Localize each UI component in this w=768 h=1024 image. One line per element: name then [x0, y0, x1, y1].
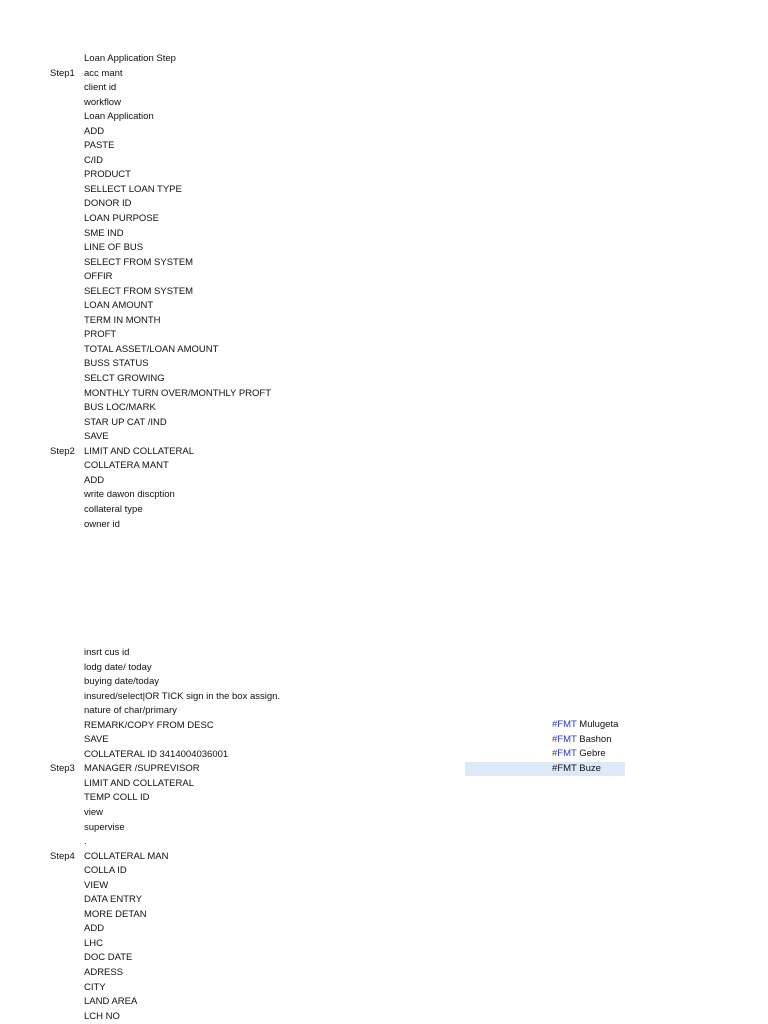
sheet-row[interactable]	[0, 81, 768, 96]
sheet-row[interactable]	[0, 981, 768, 996]
sheet-row[interactable]	[0, 675, 768, 690]
sheet-row[interactable]	[0, 314, 768, 329]
sheet-row[interactable]	[0, 416, 768, 431]
sheet-row[interactable]	[0, 951, 768, 966]
row-text: write dawon discption	[84, 489, 175, 501]
row-text: PASTE	[84, 140, 115, 152]
sheet-row[interactable]	[0, 806, 768, 821]
row-text: buying date/today	[84, 676, 160, 688]
row-text: COLLATERAL MAN	[84, 850, 169, 862]
sheet-row[interactable]	[0, 719, 768, 734]
step-label: Step4	[50, 850, 75, 862]
officer-list	[465, 718, 625, 776]
row-text: SELCT GROWING	[84, 373, 165, 385]
row-text: lodg date/ today	[84, 661, 152, 673]
row-text: acc mant	[84, 67, 123, 79]
sheet-row[interactable]	[0, 256, 768, 271]
sheet-row[interactable]	[0, 328, 768, 343]
row-text: MONTHLY TURN OVER/MONTHLY PROFT	[84, 387, 272, 399]
sheet-row[interactable]	[0, 518, 768, 533]
row-text: ADD	[84, 923, 105, 935]
officer-name: Gebre	[579, 748, 606, 760]
row-text: STAR UP CAT /IND	[84, 416, 167, 428]
step-label: Step1	[50, 67, 75, 79]
sheet-row[interactable]	[0, 661, 768, 676]
sheet-row[interactable]	[0, 864, 768, 879]
officer-cell[interactable]	[465, 718, 625, 733]
row-text: ADD	[84, 474, 105, 486]
sheet-row[interactable]	[0, 183, 768, 198]
sheet-row[interactable]	[0, 139, 768, 154]
loan-steps-list	[0, 52, 768, 532]
row-text: owner id	[84, 518, 120, 530]
sheet-row[interactable]	[0, 777, 768, 792]
hashtag: #FMT	[552, 733, 577, 745]
row-text: COLLA ID	[84, 865, 127, 877]
row-text: LIMIT AND COLLATERAL	[84, 777, 194, 789]
sheet-row[interactable]	[0, 646, 768, 661]
row-text: insured/select|OR TICK sign in the box assign.	[84, 690, 281, 702]
sheet-row[interactable]	[0, 821, 768, 836]
row-text: SELECT FROM SYSTEM	[84, 285, 194, 297]
officer-name: Buze	[579, 762, 601, 774]
sheet-row[interactable]	[0, 299, 768, 314]
sheet-row[interactable]	[0, 212, 768, 227]
officer-cell[interactable]	[465, 747, 625, 762]
sheet-row[interactable]	[0, 879, 768, 894]
sheet-row[interactable]	[0, 197, 768, 212]
sheet-row[interactable]	[0, 357, 768, 372]
sheet-row[interactable]	[0, 372, 768, 387]
row-text: ADRESS	[84, 967, 124, 979]
row-text: TOTAL ASSET/LOAN AMOUNT	[84, 343, 219, 355]
row-text: SME IND	[84, 227, 124, 239]
row-text: ADD	[84, 125, 105, 137]
sheet-row[interactable]	[0, 445, 768, 460]
sheet-row[interactable]	[0, 908, 768, 923]
sheet-row[interactable]	[0, 241, 768, 256]
row-text: SAVE	[84, 734, 109, 746]
sheet-row[interactable]	[0, 343, 768, 358]
step-label: Step3	[50, 763, 75, 775]
row-text: PRODUCT	[84, 169, 131, 181]
row-text: BUSS STATUS	[84, 358, 149, 370]
sheet-row[interactable]	[0, 474, 768, 489]
collateral-steps-list	[0, 646, 768, 1024]
officer-entry	[552, 718, 618, 733]
row-text: DOC DATE	[84, 952, 133, 964]
row-text: insrt cus id	[84, 647, 130, 658]
row-text: REMARK/COPY FROM DESC	[84, 719, 214, 731]
row-text: DATA ENTRY	[84, 894, 143, 906]
sheet-row[interactable]	[0, 154, 768, 169]
sheet-row[interactable]	[0, 285, 768, 300]
row-text: PROFT	[84, 329, 117, 341]
row-text: COLLATERAL ID 3414004036001	[84, 748, 229, 760]
sheet-row[interactable]	[0, 966, 768, 981]
sheet-row[interactable]	[0, 401, 768, 416]
sheet-row[interactable]	[0, 125, 768, 140]
sheet-row[interactable]	[0, 96, 768, 111]
sheet-row[interactable]	[0, 503, 768, 518]
sheet-row[interactable]	[0, 270, 768, 285]
sheet-row[interactable]	[0, 690, 768, 705]
sheet-row[interactable]	[0, 748, 768, 763]
row-text: collateral type	[84, 503, 143, 515]
sheet-row[interactable]	[0, 168, 768, 183]
sheet-row[interactable]	[0, 937, 768, 952]
sheet-row[interactable]	[0, 704, 768, 719]
sheet-row[interactable]	[0, 52, 768, 67]
hashtag: #FMT	[552, 748, 577, 760]
sheet-row[interactable]	[0, 922, 768, 937]
hashtag: #FMT	[552, 762, 577, 774]
officer-name: Mulugeta	[579, 719, 619, 730]
officer-entry	[552, 733, 612, 748]
sheet-row[interactable]	[0, 430, 768, 445]
row-text: Loan Application Step	[84, 53, 176, 64]
row-text: DONOR ID	[84, 198, 132, 210]
sheet-row[interactable]	[0, 459, 768, 474]
row-text: LOAN AMOUNT	[84, 300, 154, 312]
row-text: LCH NO	[84, 1010, 120, 1022]
officer-entry	[552, 762, 601, 777]
sheet-row[interactable]	[0, 67, 768, 82]
row-text: supervise	[84, 821, 125, 833]
row-text: TERM IN MONTH	[84, 314, 161, 326]
row-text: view	[84, 807, 104, 819]
hashtag: #FMT	[552, 719, 577, 730]
officer-name: Bashon	[579, 733, 612, 745]
row-text: .	[84, 836, 87, 848]
row-text: LAND AREA	[84, 996, 138, 1008]
row-text: MANAGER /SUPREVISOR	[84, 763, 200, 775]
row-text: COLLATERA MANT	[84, 460, 169, 472]
row-text: workflow	[84, 96, 121, 108]
sheet-row[interactable]	[0, 995, 768, 1010]
sheet-row[interactable]	[0, 791, 768, 806]
row-text: client id	[84, 82, 117, 94]
sheet-row[interactable]	[0, 893, 768, 908]
sheet-row[interactable]	[0, 488, 768, 503]
row-text: CITY	[84, 981, 106, 993]
sheet-row[interactable]	[0, 733, 768, 748]
row-text: SELLECT LOAN TYPE	[84, 183, 182, 195]
row-text: LOAN PURPOSE	[84, 213, 159, 225]
row-text: LIMIT AND COLLATERAL	[84, 445, 194, 457]
row-text: SELECT FROM SYSTEM	[84, 256, 194, 268]
row-text: TEMP COLL ID	[84, 792, 150, 804]
row-text: SAVE	[84, 431, 109, 443]
row-text: VIEW	[84, 879, 109, 891]
sheet-row[interactable]	[0, 762, 768, 777]
sheet-row[interactable]	[0, 1010, 768, 1024]
sheet-row[interactable]	[0, 110, 768, 125]
row-text: OFFIR	[84, 271, 113, 283]
sheet-row[interactable]	[0, 387, 768, 402]
officer-entry	[552, 747, 606, 762]
row-text: Loan Application	[84, 111, 154, 123]
row-text: LHC	[84, 937, 104, 949]
row-text: MORE DETAN	[84, 908, 147, 920]
row-text: nature of char/primary	[84, 705, 177, 717]
sheet-row[interactable]	[0, 835, 768, 850]
row-text: BUS LOC/MARK	[84, 402, 156, 414]
selected-cell[interactable]	[465, 762, 625, 777]
step-label: Step2	[50, 445, 75, 457]
sheet-row[interactable]	[0, 850, 768, 865]
row-text: C/ID	[84, 154, 103, 166]
row-text: LINE OF BUS	[84, 242, 144, 254]
sheet-row[interactable]	[0, 227, 768, 242]
officer-cell[interactable]	[465, 733, 625, 748]
